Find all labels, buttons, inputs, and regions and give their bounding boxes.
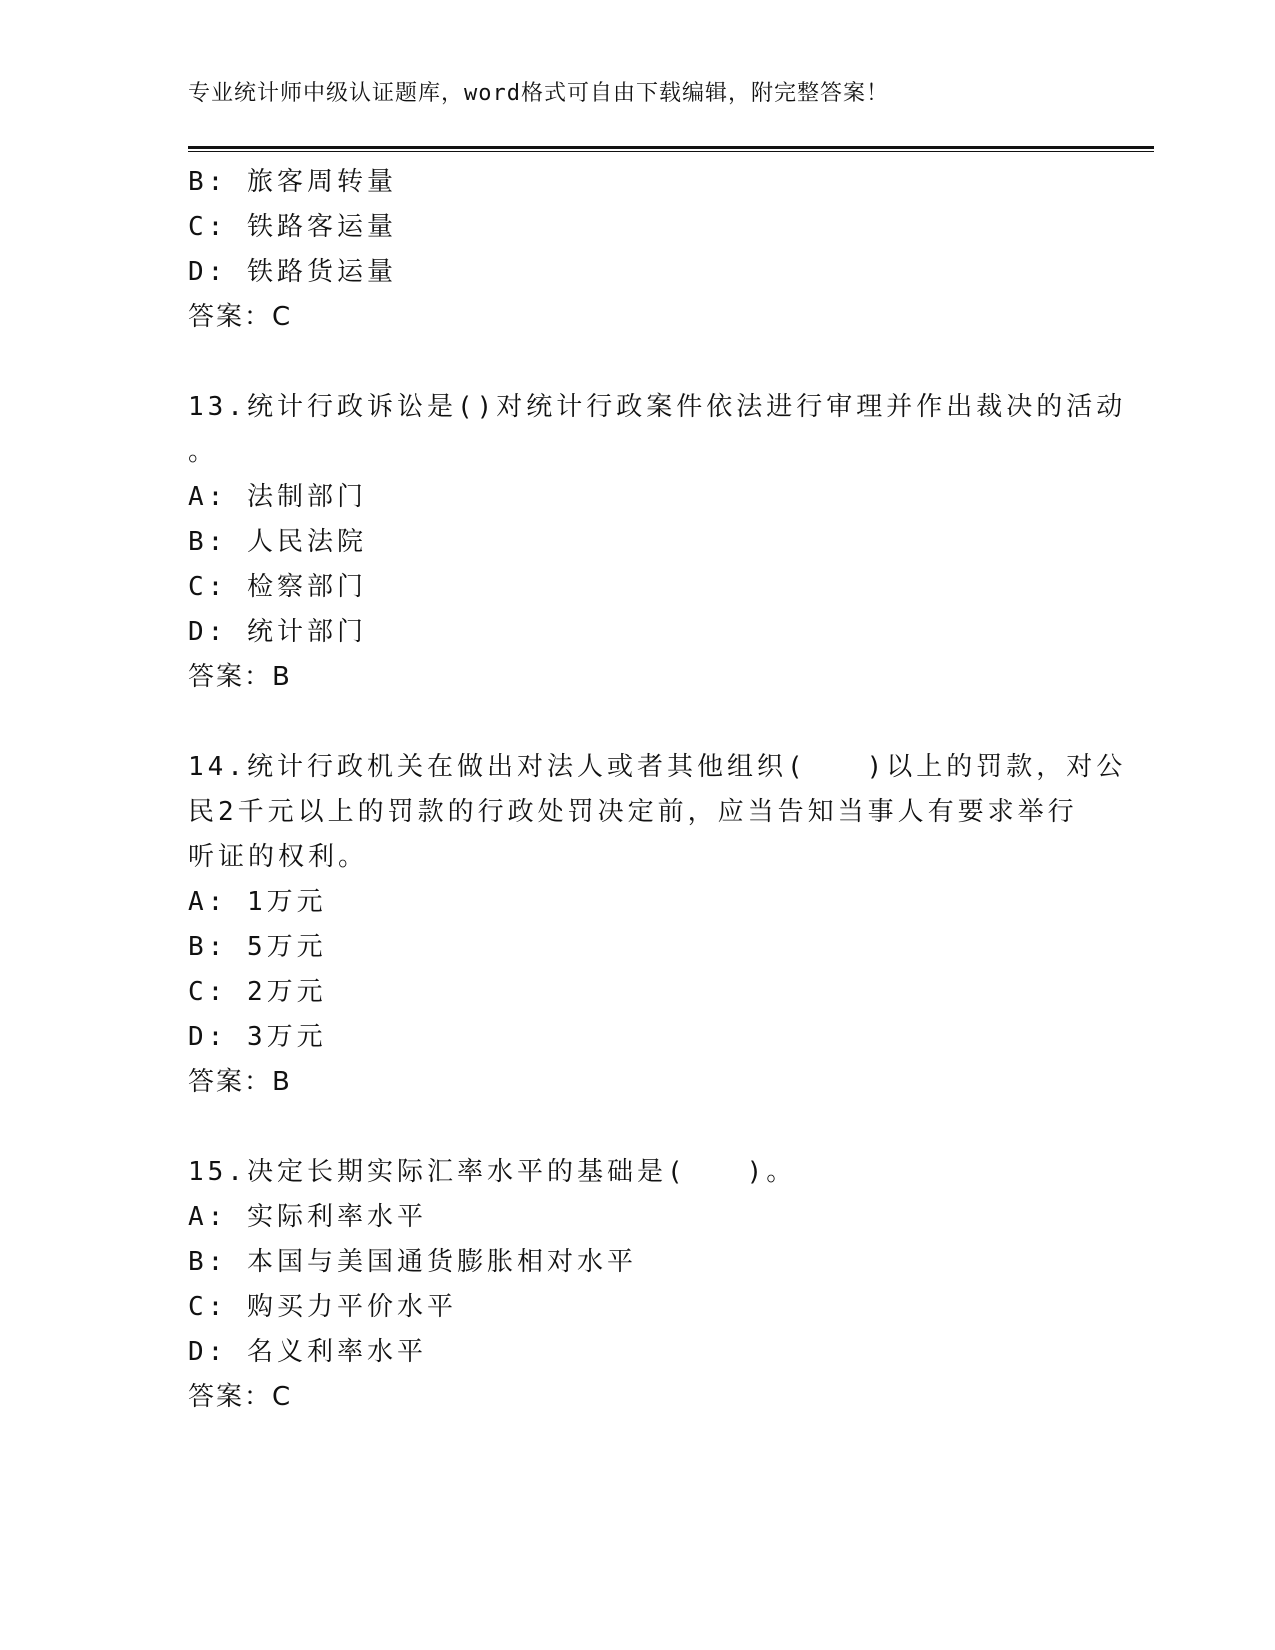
option-b: B: 旅客周转量 xyxy=(188,167,397,197)
option-c: C: 购买力平价水平 xyxy=(188,1292,457,1322)
header-rule-thin xyxy=(188,151,1154,152)
answer-line: 答案：C xyxy=(188,1382,293,1412)
spacer xyxy=(188,700,1088,745)
option-a: A: 实际利率水平 xyxy=(188,1202,427,1232)
question-text: 13.统计行政诉讼是()对统计行政案件依法进行审理并作出裁决的活动 xyxy=(188,392,1127,422)
option-b: B: 本国与美国通货膨胀相对水平 xyxy=(188,1247,637,1277)
content-area xyxy=(188,160,1127,1420)
option-d: D: 铁路货运量 xyxy=(188,257,397,287)
question-text: 15.决定长期实际汇率水平的基础是( )。 xyxy=(188,1157,797,1187)
option-c: C: 2万元 xyxy=(188,977,327,1007)
option-b: B: 5万元 xyxy=(188,932,327,962)
question-text: 。 xyxy=(188,437,219,467)
question-14 xyxy=(188,745,1127,1105)
option-c: C: 检察部门 xyxy=(188,572,367,602)
option-a: A: 1万元 xyxy=(188,887,327,917)
question-text: 14.统计行政机关在做出对法人或者其他组织( )以上的罚款，对公 xyxy=(188,752,1127,782)
option-b: B: 人民法院 xyxy=(188,527,367,557)
spacer xyxy=(188,1105,1088,1150)
answer-line: 答案：C xyxy=(188,302,293,332)
question-text: 听证的权利。 xyxy=(188,842,369,872)
question-12-continued xyxy=(188,160,1088,340)
answer-line: 答案：B xyxy=(188,1067,292,1097)
question-15 xyxy=(188,1150,1088,1420)
header-rule-thick xyxy=(188,146,1154,149)
option-d: D: 名义利率水平 xyxy=(188,1337,427,1367)
option-c: C: 铁路客运量 xyxy=(188,212,397,242)
page-header: 专业统计师中级认证题库，word格式可自由下载编辑，附完整答案！ xyxy=(188,81,889,106)
answer-line: 答案：B xyxy=(188,662,292,692)
option-a: A: 法制部门 xyxy=(188,482,367,512)
option-d: D: 统计部门 xyxy=(188,617,367,647)
spacer xyxy=(188,340,1088,385)
option-d: D: 3万元 xyxy=(188,1022,327,1052)
question-text: 民2千元以上的罚款的行政处罚决定前，应当告知当事人有要求举行 xyxy=(188,797,1078,827)
question-13 xyxy=(188,385,1127,700)
